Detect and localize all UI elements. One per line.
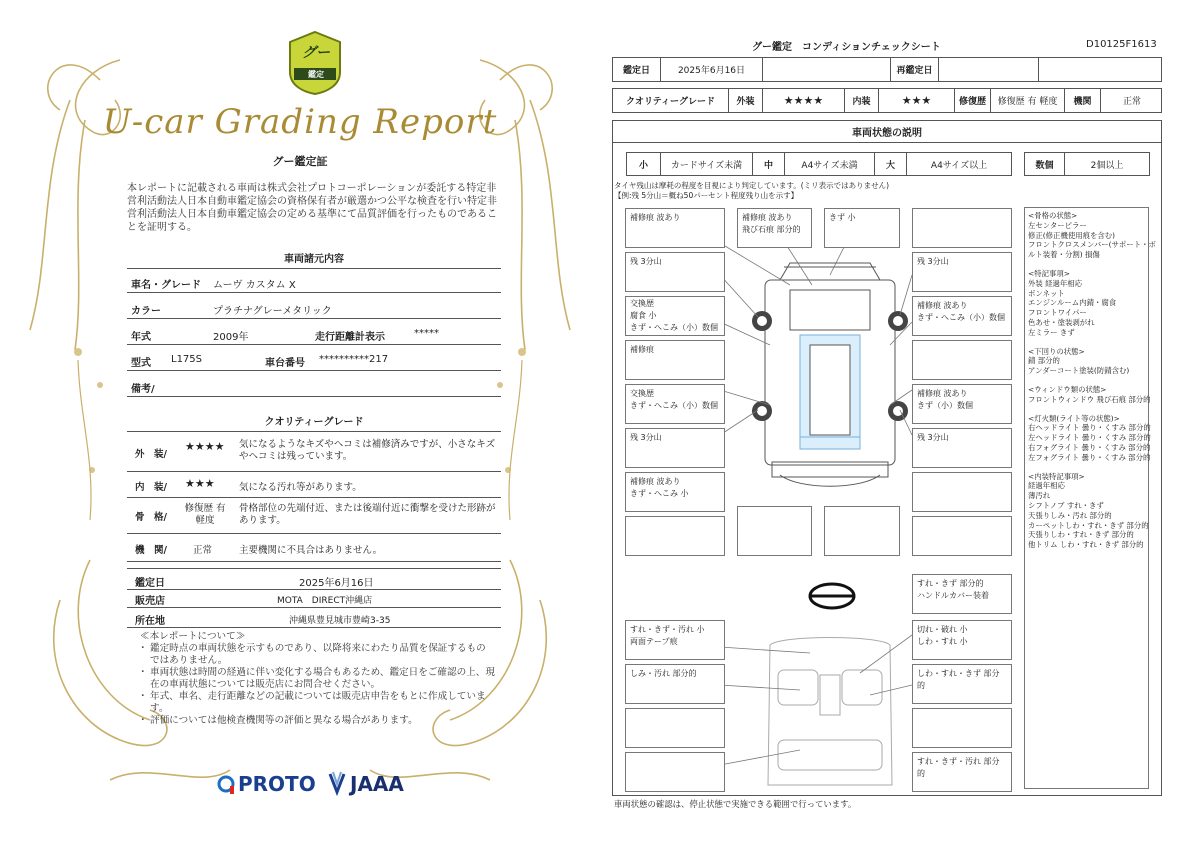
- note-box: [824, 208, 900, 248]
- document-number: D10125F1613: [1086, 39, 1157, 50]
- note-item: ・ 評価については他検査機関等の評価と異なる場合があります。: [140, 715, 495, 727]
- grade-label: 機 関/: [135, 545, 167, 556]
- spec-row-year: [127, 323, 501, 345]
- note-box: [912, 428, 1012, 468]
- list-item: <ウィンドウ類の状態>: [1028, 384, 1107, 394]
- count-value: 2個以上: [1090, 160, 1124, 171]
- note-box: [912, 708, 1012, 748]
- note-text: 腐食 小: [630, 311, 657, 320]
- condition-section-title: 車両状態の説明: [613, 121, 1161, 143]
- engine-value: 正常: [1122, 97, 1141, 107]
- grade-value: ★★★★: [185, 440, 225, 453]
- spec-color-label: カラー: [131, 306, 161, 317]
- date-value: 2025年6月16日: [661, 58, 763, 81]
- list-item: アンダーコート塗装(防錆含む): [1028, 366, 1130, 376]
- note-box: [625, 252, 725, 292]
- grade-value: 正常: [193, 545, 213, 556]
- note-box: [912, 472, 1012, 512]
- list-item: 他トリム しわ・すれ・きず 部分的: [1028, 540, 1144, 550]
- condition-detail-list: [1024, 207, 1156, 789]
- note-box: [625, 428, 725, 468]
- list-item: 錆 部分的: [1028, 356, 1060, 366]
- list-item: 修正(修正機使用痕を含む): [1028, 230, 1116, 240]
- spec-section-title: 車両諸元内容: [284, 254, 344, 265]
- note-box: [625, 620, 725, 660]
- note-text: 交換歴: [630, 389, 654, 398]
- note-text: 切れ・破れ 小: [917, 625, 968, 634]
- count-legend-table: [1024, 152, 1150, 176]
- quality-grade-label: クオリティーグレード: [613, 89, 729, 112]
- size-small: 小: [627, 153, 661, 175]
- list-gap: [1028, 338, 1145, 347]
- engine-label: 機関: [1065, 89, 1101, 112]
- grade-row-frame: [127, 498, 501, 534]
- address-label: 所在地: [135, 616, 165, 627]
- list-item: 右ヘッドライト 曇り・くすみ 部分的: [1028, 423, 1151, 433]
- list-item: 左ミラー きず: [1028, 327, 1075, 337]
- interior-label: 内装: [845, 89, 879, 112]
- quality-section-title: クオリティーグレード: [264, 417, 364, 428]
- note-text: きず・へこみ 小: [630, 489, 689, 498]
- list-item: 左フォグライト 曇り・くすみ 部分的: [1028, 452, 1151, 462]
- address-value: 沖縄県豊見城市豊崎3-35: [289, 616, 391, 626]
- spec-model-label: 型式: [131, 358, 151, 369]
- list-item: ボンネット: [1028, 288, 1065, 298]
- note-text: 補修痕 波あり: [630, 477, 681, 486]
- note-box: [912, 574, 1012, 614]
- note-box: [737, 506, 812, 556]
- size-mid: 中: [753, 153, 785, 175]
- spec-year-value: 2009年: [213, 332, 249, 343]
- list-item: 天張りしわ・すれ・きず 部分的: [1028, 530, 1134, 540]
- appraisal-date-label: 鑑定日: [135, 578, 165, 589]
- spec-row-color: [127, 297, 501, 319]
- note-text: 補修痕 波あり: [917, 301, 968, 310]
- note-box: [912, 296, 1012, 336]
- date-row-table: [612, 57, 1162, 82]
- list-item: 左ヘッドライト 曇り・くすみ 部分的: [1028, 433, 1151, 443]
- spec-row-remarks: [127, 375, 501, 397]
- count-label: 数個: [1025, 153, 1065, 175]
- list-item: <下回りの状態>: [1028, 346, 1085, 356]
- size-legend-table: [626, 152, 1012, 176]
- certificate-body: 本レポートに記載される車両は株式会社プロトコーポレーションが委託する特定非営利活動法人日本自動車鑑定協会の資格保有者が厳選かつ公平な検査を行い特定非営利活動法人日本自動車鑑定協会の定める基準にて品質評価を行ったものであることを証明する。: [127, 183, 497, 233]
- grade-desc: 骨格部位の先端付近、または後端付近に衝撃を受けた形跡があります。: [239, 503, 496, 526]
- empty-cell: [763, 58, 891, 81]
- list-item: シフトノブ すれ・きず: [1028, 500, 1104, 510]
- list-item: フロントワイパー: [1028, 308, 1087, 318]
- list-item: エンジンルーム内錆・腐食: [1028, 298, 1117, 308]
- spec-year-label: 年式: [131, 332, 151, 343]
- badge-bottom-text: 鑑定: [308, 70, 324, 79]
- list-item: 左センターピラー: [1028, 220, 1087, 230]
- note-text: 補修痕 波あり: [630, 213, 681, 222]
- note-text: きず・へこみ（小）数個: [917, 313, 1005, 322]
- repair-value: 修復歴 有 軽度: [991, 89, 1065, 112]
- tire-note: タイヤ残山は摩耗の程度を目視により判定しています。(ミリ表示ではありません): [614, 181, 890, 190]
- note-box: [625, 208, 725, 248]
- note-box: [625, 384, 725, 424]
- list-item: カーペットしわ・すれ・きず 部分的: [1028, 520, 1149, 530]
- note-box: [824, 506, 900, 556]
- grade-label: 内 装/: [135, 482, 167, 493]
- shop-value: MOTA DIRECT沖縄店: [277, 596, 373, 606]
- note-box: [625, 472, 725, 512]
- note-text: きず 小: [829, 213, 856, 222]
- spec-chassis-value: **********217: [319, 354, 389, 365]
- note-text: きず（小）数個: [917, 401, 973, 410]
- jaaa-logo-icon: [328, 770, 346, 796]
- spec-row-name: [127, 271, 501, 293]
- certificate-title: グー鑑定証: [272, 155, 328, 168]
- address-row: [127, 608, 501, 628]
- spec-name-value: ムーヴ カスタム X: [213, 280, 296, 291]
- note-box: [912, 620, 1012, 660]
- note-box: [625, 708, 725, 748]
- spec-color-value: プラチナグレーメタリック: [213, 306, 332, 317]
- list-item: <特記事項>: [1028, 268, 1070, 278]
- list-item: フロントクロスメンバー(サポート・ボ: [1028, 240, 1156, 250]
- grade-desc: 主要機関に不具合はありません。: [239, 545, 383, 556]
- shop-label: 販売店: [135, 596, 165, 607]
- grade-desc: 気になる汚れ等があります。: [239, 482, 362, 493]
- exterior-label: 外装: [729, 89, 763, 112]
- sheet-footer: 車両状態の確認は、停止状態で実施できる範囲で行っています。: [614, 799, 857, 809]
- divider: [127, 268, 501, 269]
- note-text: 残 3分山: [917, 433, 949, 442]
- list-gap: [1028, 463, 1145, 472]
- note-box: [912, 752, 1012, 792]
- goo-kantei-badge-icon: [286, 30, 344, 96]
- spec-model-value: L175S: [171, 354, 203, 365]
- spec-remarks-label: 備考/: [131, 384, 155, 395]
- note-text: 飛び石痕 部分的: [742, 225, 801, 234]
- spec-chassis-label: 車台番号: [265, 358, 305, 369]
- grade-row-engine: [127, 534, 501, 562]
- list-item: 薄汚れ: [1028, 491, 1051, 501]
- note-text: しわ・すれ 小: [917, 637, 968, 646]
- reappraisal-value: [939, 58, 1039, 81]
- reappraisal-label: 再鑑定日: [891, 58, 939, 81]
- note-box: [625, 516, 725, 556]
- list-item: <骨格の状態>: [1028, 211, 1078, 220]
- list-gap: [1028, 376, 1145, 385]
- note-box: [912, 340, 1012, 380]
- list-item: <内装特記事項>: [1028, 471, 1085, 481]
- spec-mileage-value: *****: [414, 328, 439, 339]
- note-box: [912, 252, 1012, 292]
- date-label: 鑑定日: [613, 58, 661, 81]
- grade-value: 修復歴 有 軽度: [184, 503, 226, 526]
- size-large: 大: [875, 153, 907, 175]
- note-box: [912, 384, 1012, 424]
- interior-value: ★★★: [879, 89, 955, 112]
- note-text: きず・へこみ（小）数個: [630, 323, 718, 332]
- appraisal-date-value: 2025年6月16日: [299, 578, 374, 589]
- note-text: 残 3分山: [630, 433, 662, 442]
- note-text: しわ・すれ・きず 部分的: [917, 669, 1000, 690]
- list-item: フロントウィンドウ 飛び石痕 部分的: [1028, 394, 1151, 404]
- list-item: 外装 経過年相応: [1028, 278, 1083, 288]
- grade-row-interior: [127, 472, 501, 498]
- list-gap: [1028, 405, 1145, 414]
- note-box: [625, 752, 725, 792]
- note-box: [912, 208, 1012, 248]
- notes-title: ≪本レポートについて≫: [140, 631, 246, 642]
- sheet-title: グー鑑定 コンディションチェックシート: [752, 42, 941, 53]
- note-text: きず・へこみ（小）数個: [630, 401, 718, 410]
- note-item: ・ 車両状態は時間の経過に伴い変化する場合もあるため、鑑定日をご確認の上、現在の車両状態については販売店にお問合せください。: [140, 667, 495, 691]
- note-text: 補修痕 波あり: [917, 389, 968, 398]
- note-text: 補修痕 波あり: [742, 213, 793, 222]
- jaaa-logo-text: JAAA: [350, 772, 404, 796]
- size-mid-desc: A4サイズ未満: [785, 153, 875, 175]
- tire-note-example: 【例:残 5分山＝概ね50パーセント程度残り山を示す】: [614, 191, 799, 200]
- size-small-desc: カードサイズ未満: [661, 153, 753, 175]
- note-item: ・ 鑑定時点の車両状態を示すものであり、以降将来にわたり品質を保証するものではありません。: [140, 643, 495, 667]
- shop-row: [127, 588, 501, 608]
- note-item: ・ 年式、車名、走行距離などの記載については販売店申告をもとに作成しています。: [140, 691, 495, 715]
- list-item: 天張りしみ・汚れ 部分的: [1028, 510, 1112, 520]
- list-item: <灯火類(ライト等の状態)>: [1028, 413, 1120, 423]
- note-box: [737, 208, 812, 248]
- list-gap: [1028, 260, 1145, 269]
- list-item: 右フォグライト 曇り・くすみ 部分的: [1028, 442, 1151, 452]
- note-text: しみ・汚れ 部分的: [630, 669, 697, 678]
- grade-label: 骨 格/: [135, 512, 167, 523]
- note-box: [625, 664, 725, 704]
- report-script-title: U-car Grading Report: [102, 102, 498, 142]
- report-notes: [140, 631, 495, 727]
- list-item: ルト装着・分割) 損傷: [1028, 250, 1100, 260]
- empty-cell: [1039, 58, 1163, 81]
- spec-mileage-label: 走行距離計表示: [315, 332, 385, 343]
- spec-name-label: 車名・グレード: [131, 280, 201, 291]
- note-text: 交換歴: [630, 299, 654, 308]
- appraisal-date-row: [127, 568, 501, 590]
- note-text: 補修痕: [630, 345, 654, 354]
- list-item: 色あせ・塗装剥がれ: [1028, 317, 1095, 327]
- grade-row-exterior: [127, 434, 501, 472]
- note-text: 残 3分山: [917, 257, 949, 266]
- note-text: すれ・きず・汚れ 小: [630, 625, 705, 634]
- note-text: ハンドルカバー装着: [917, 591, 989, 600]
- proto-logo-text: PROTO: [238, 772, 316, 796]
- spec-row-model: [127, 349, 501, 371]
- note-text: 残 3分山: [630, 257, 662, 266]
- note-box: [912, 516, 1012, 556]
- note-text: すれ・きず・汚れ 部分的: [917, 757, 1000, 778]
- list-item: 経過年相応: [1028, 481, 1065, 491]
- grade-label: 外 装/: [135, 449, 167, 460]
- repair-label: 修復歴: [955, 89, 991, 112]
- note-box: [625, 340, 725, 380]
- divider: [127, 431, 501, 432]
- note-box: [912, 664, 1012, 704]
- note-box: [625, 296, 725, 336]
- grade-value: ★★★: [185, 477, 215, 490]
- note-text: 両面テープ痕: [630, 637, 678, 646]
- exterior-value: ★★★★: [763, 89, 845, 112]
- grade-desc: 気になるようなキズやヘコミは補修済みですが、小さなキズやヘコミは残っています。: [239, 439, 496, 462]
- size-large-desc: A4サイズ以上: [930, 160, 988, 171]
- badge-top-text: グー: [302, 45, 330, 61]
- note-text: すれ・きず 部分的: [917, 579, 984, 588]
- proto-logo-icon: [216, 774, 236, 796]
- grade-row-table: [612, 88, 1162, 113]
